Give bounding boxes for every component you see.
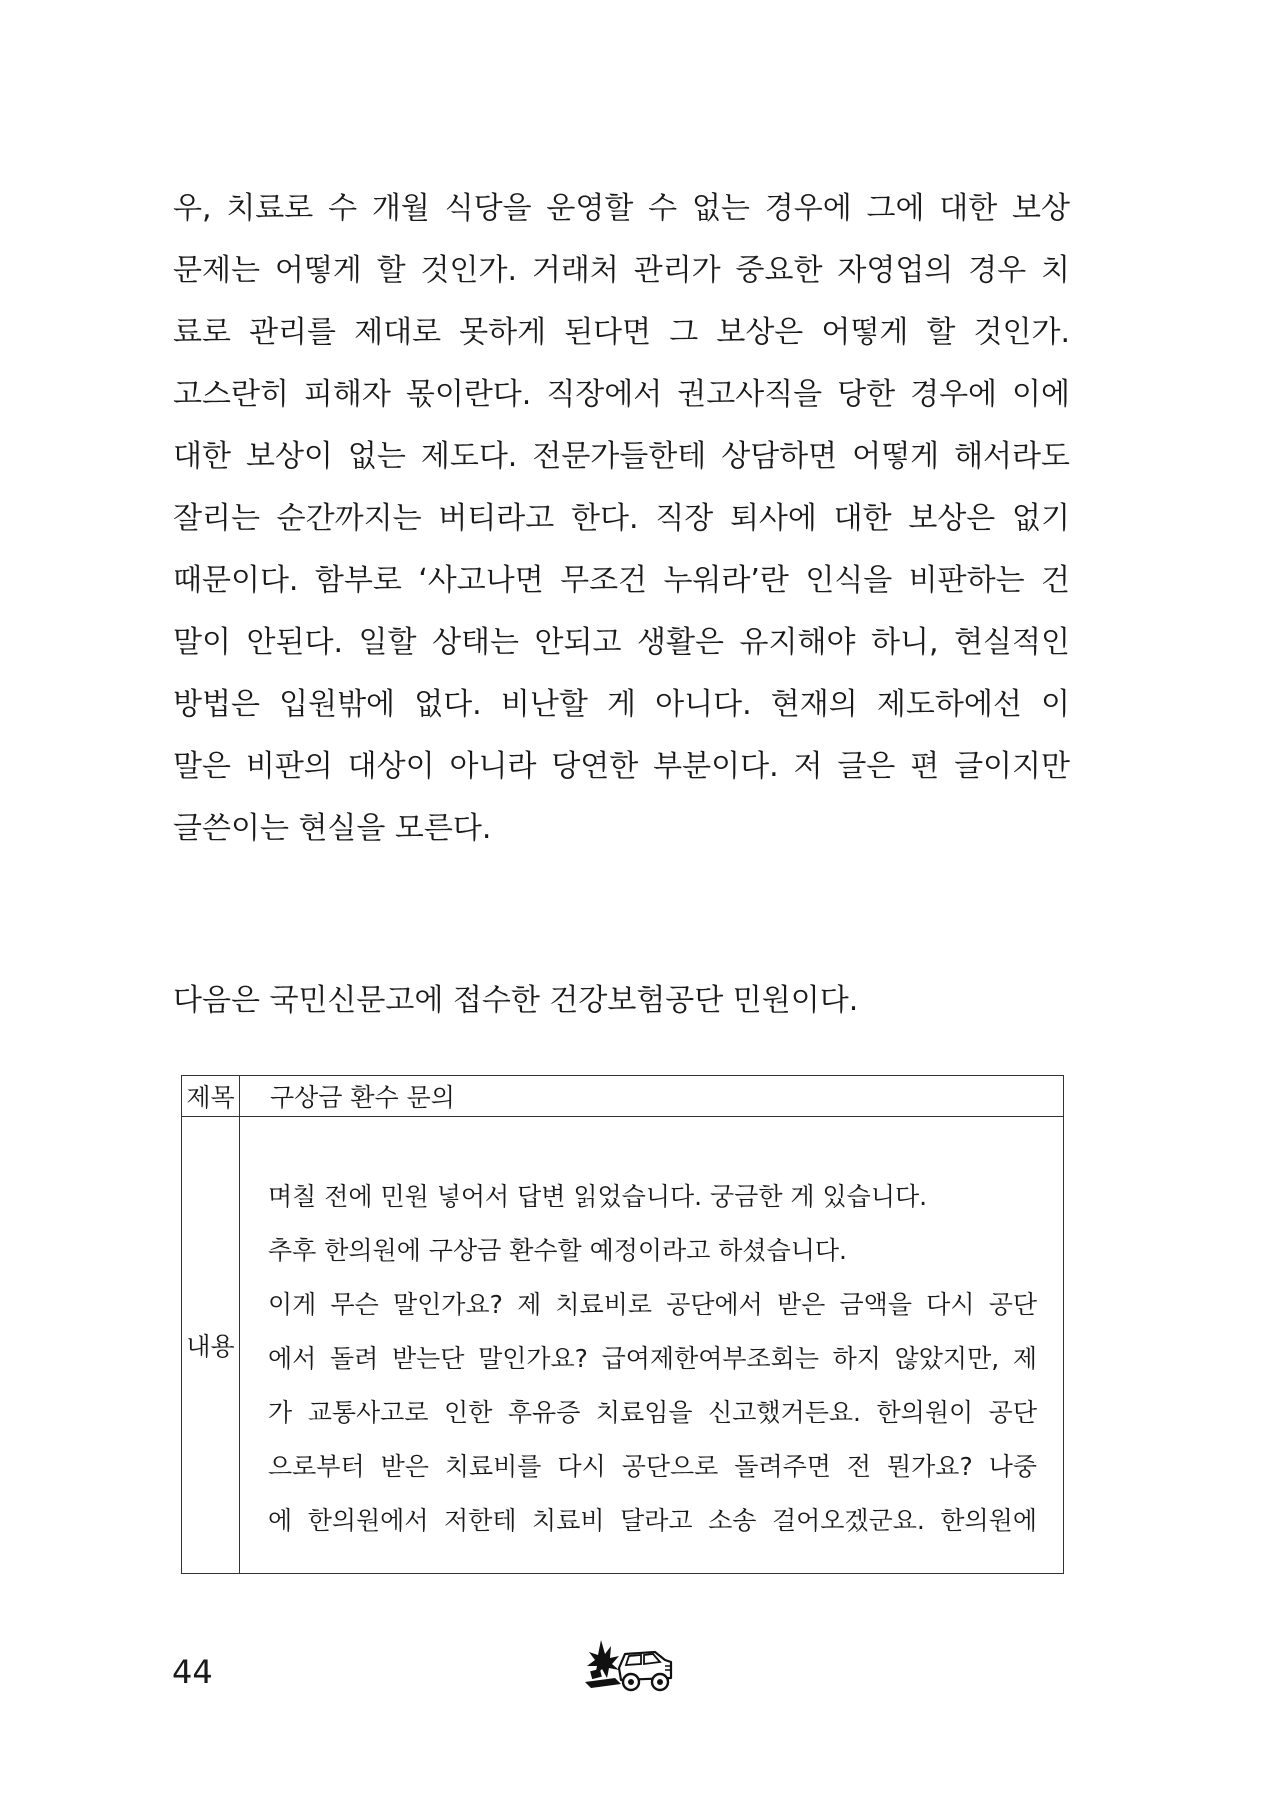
content-value: [240, 1117, 1064, 1574]
content-line: 가 교통사고로 인한 후유증 치료임을 신고했거든요. 한의원이 공단: [268, 1398, 1037, 1427]
body-line: 말이 안된다. 일할 상태는 안되고 생활은 유지해야 하니, 현실적인: [173, 625, 1070, 660]
title-label: 제목: [182, 1076, 240, 1117]
content-line: 으로부터 받은 치료비를 다시 공단으로 돌려주면 전 뭔가요? 나중: [268, 1452, 1037, 1481]
content-label: 내용: [182, 1117, 240, 1574]
body-line: 잘리는 순간까지는 버티라고 한다. 직장 퇴사에 대한 보상은 없기: [173, 501, 1070, 536]
body-line: 때문이다. 함부로 ‘사고나면 무조건 누워라’란 인식을 비판하는 건: [173, 563, 1070, 598]
body-line: 대한 보상이 없는 제도다. 전문가들한테 상담하면 어떻게 해서라도: [173, 439, 1070, 474]
content-line: 이게 무슨 말인가요? 제 치료비로 공단에서 받은 금액을 다시 공단: [268, 1290, 1037, 1319]
page-number: 44: [172, 1653, 213, 1691]
title-value: 구상금 환수 문의: [240, 1076, 1064, 1117]
body-line: 료로 관리를 제대로 못하게 된다면 그 보상은 어떻게 할 것인가.: [173, 315, 1070, 350]
content-row: [182, 1117, 1064, 1574]
body-line: 방법은 입원밖에 없다. 비난할 게 아니다. 현재의 제도하에선 이: [173, 687, 1070, 722]
title-row: [182, 1076, 1064, 1117]
content-line: 추후 한의원에 구상금 환수할 예정이라고 하셨습니다.: [268, 1236, 847, 1265]
body-line: 문제는 어떻게 할 것인가. 거래처 관리가 중요한 자영업의 경우 치: [173, 253, 1070, 288]
body-line: 우, 치료로 수 개월 식당을 운영할 수 없는 경우에 그에 대한 보상: [173, 191, 1070, 226]
body-line: 말은 비판의 대상이 아니라 당연한 부분이다. 저 글은 편 글이지만: [173, 749, 1070, 784]
body-line: 고스란히 피해자 몫이란다. 직장에서 권고사직을 당한 경우에 이에: [173, 377, 1070, 412]
car-crash-icon: [585, 1638, 675, 1696]
content-line: 에 한의원에서 저한테 치료비 달라고 소송 걸어오겠군요. 한의원에: [268, 1506, 1037, 1535]
complaint-table: [181, 1075, 1064, 1574]
content-line: 며칠 전에 민원 넣어서 답변 읽었습니다. 궁금한 게 있습니다.: [268, 1182, 928, 1211]
content-line: 에서 돌려 받는단 말인가요? 급여제한여부조회는 하지 않았지만, 제: [268, 1344, 1037, 1373]
body-text: [173, 178, 1070, 860]
body-line: 글쓴이는 현실을 모른다.: [173, 811, 492, 846]
complaint-intro: 다음은 국민신문고에 접수한 건강보험공단 민원이다.: [173, 983, 859, 1018]
